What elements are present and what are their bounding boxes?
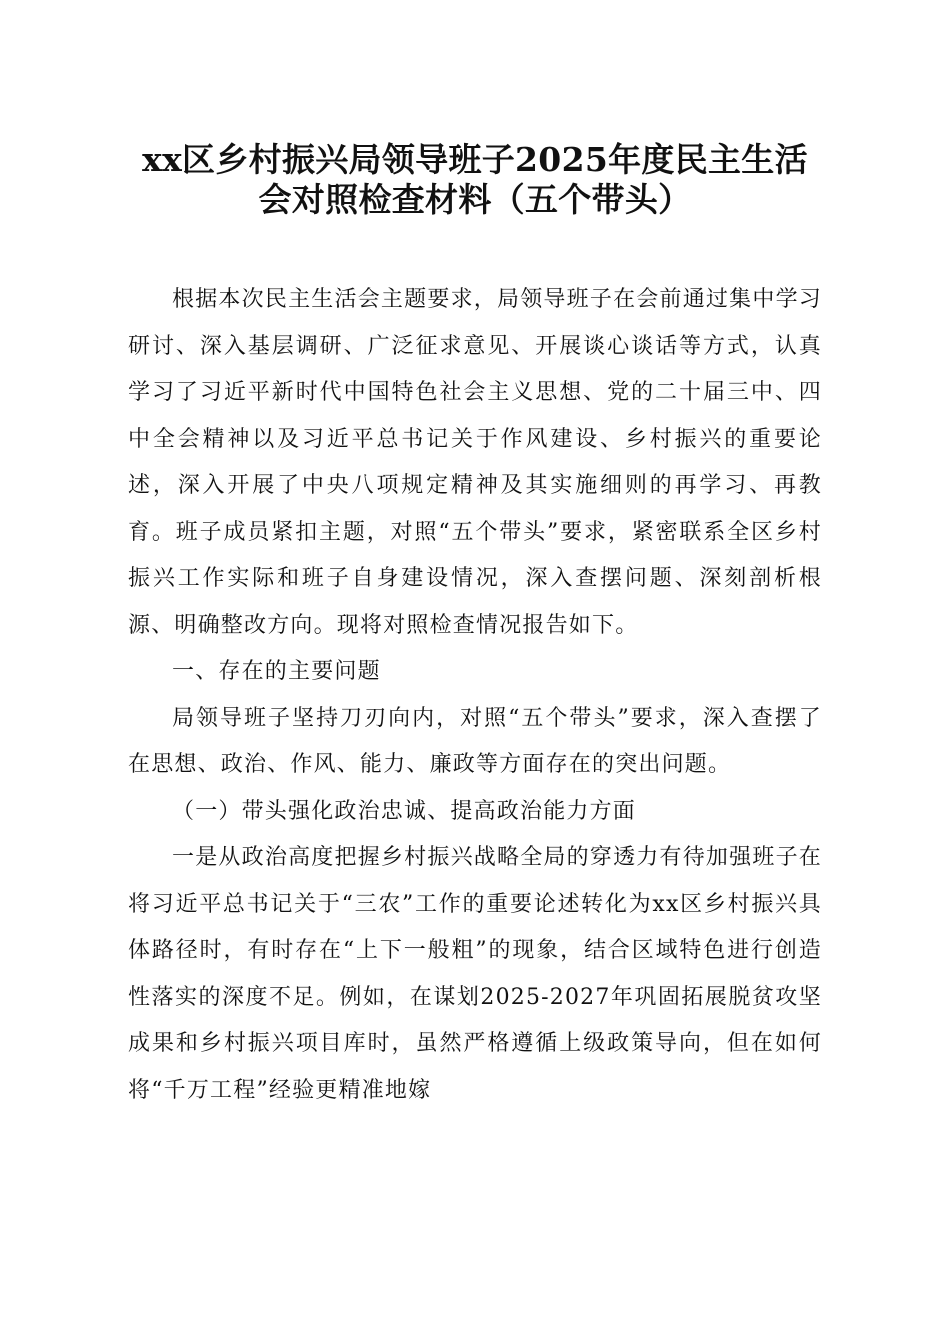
point-paragraph-1: 一是从政治高度把握乡村振兴战略全局的穿透力有待加强班子在将习近平总书记关于“三农”工作的重要论述转化为xx区乡村振兴具体路径时，有时存在“上下一般粗”的现象，结合区域特色进行创造性落实的深度不足。例如，在谋划2025-2027年巩固拓展脱贫攻坚成果和乡村振兴项目库时，虽然严格遵循上级政策导向，但在如何将“千万工程”经验更精准地嫁 [128,845,822,1103]
title-line-2: 会对照检查材料（五个带头） [258,180,692,219]
document-title [128,140,822,220]
title-line-1: xx区乡村振兴局领导班子2025年度民主生活 [142,140,808,179]
section-paragraph: 局领导班子坚持刀刃向内，对照“五个带头”要求，深入查摆了在思想、政治、作风、能力、廉政等方面存在的突出问题。 [128,705,822,777]
section-heading-problems: 一、存在的主要问题 [172,659,381,684]
document-body [128,277,822,1114]
intro-paragraph: 根据本次民主生活会主题要求，局领导班子在会前通过集中学习研讨、深入基层调研、广泛征求意见、开展谈心谈话等方式，认真学习了习近平新时代中国特色社会主义思想、党的二十届三中、四中全会精神以及习近平总书记关于作风建设、乡村振兴的重要论述，深入开展了中央八项规定精神及其实施细则的再学习、再教育。班子成员紧扣主题，对照“五个带头”要求，紧密联系全区乡村振兴工作实际和班子自身建设情况，深入查摆问题、深刻剖析根源、明确整改方向。现将对照检查情况报告如下。 [128,287,822,638]
subsection-heading-political: （一）带头强化政治忠诚、提高政治能力方面 [172,798,637,824]
document-page [128,140,822,1114]
